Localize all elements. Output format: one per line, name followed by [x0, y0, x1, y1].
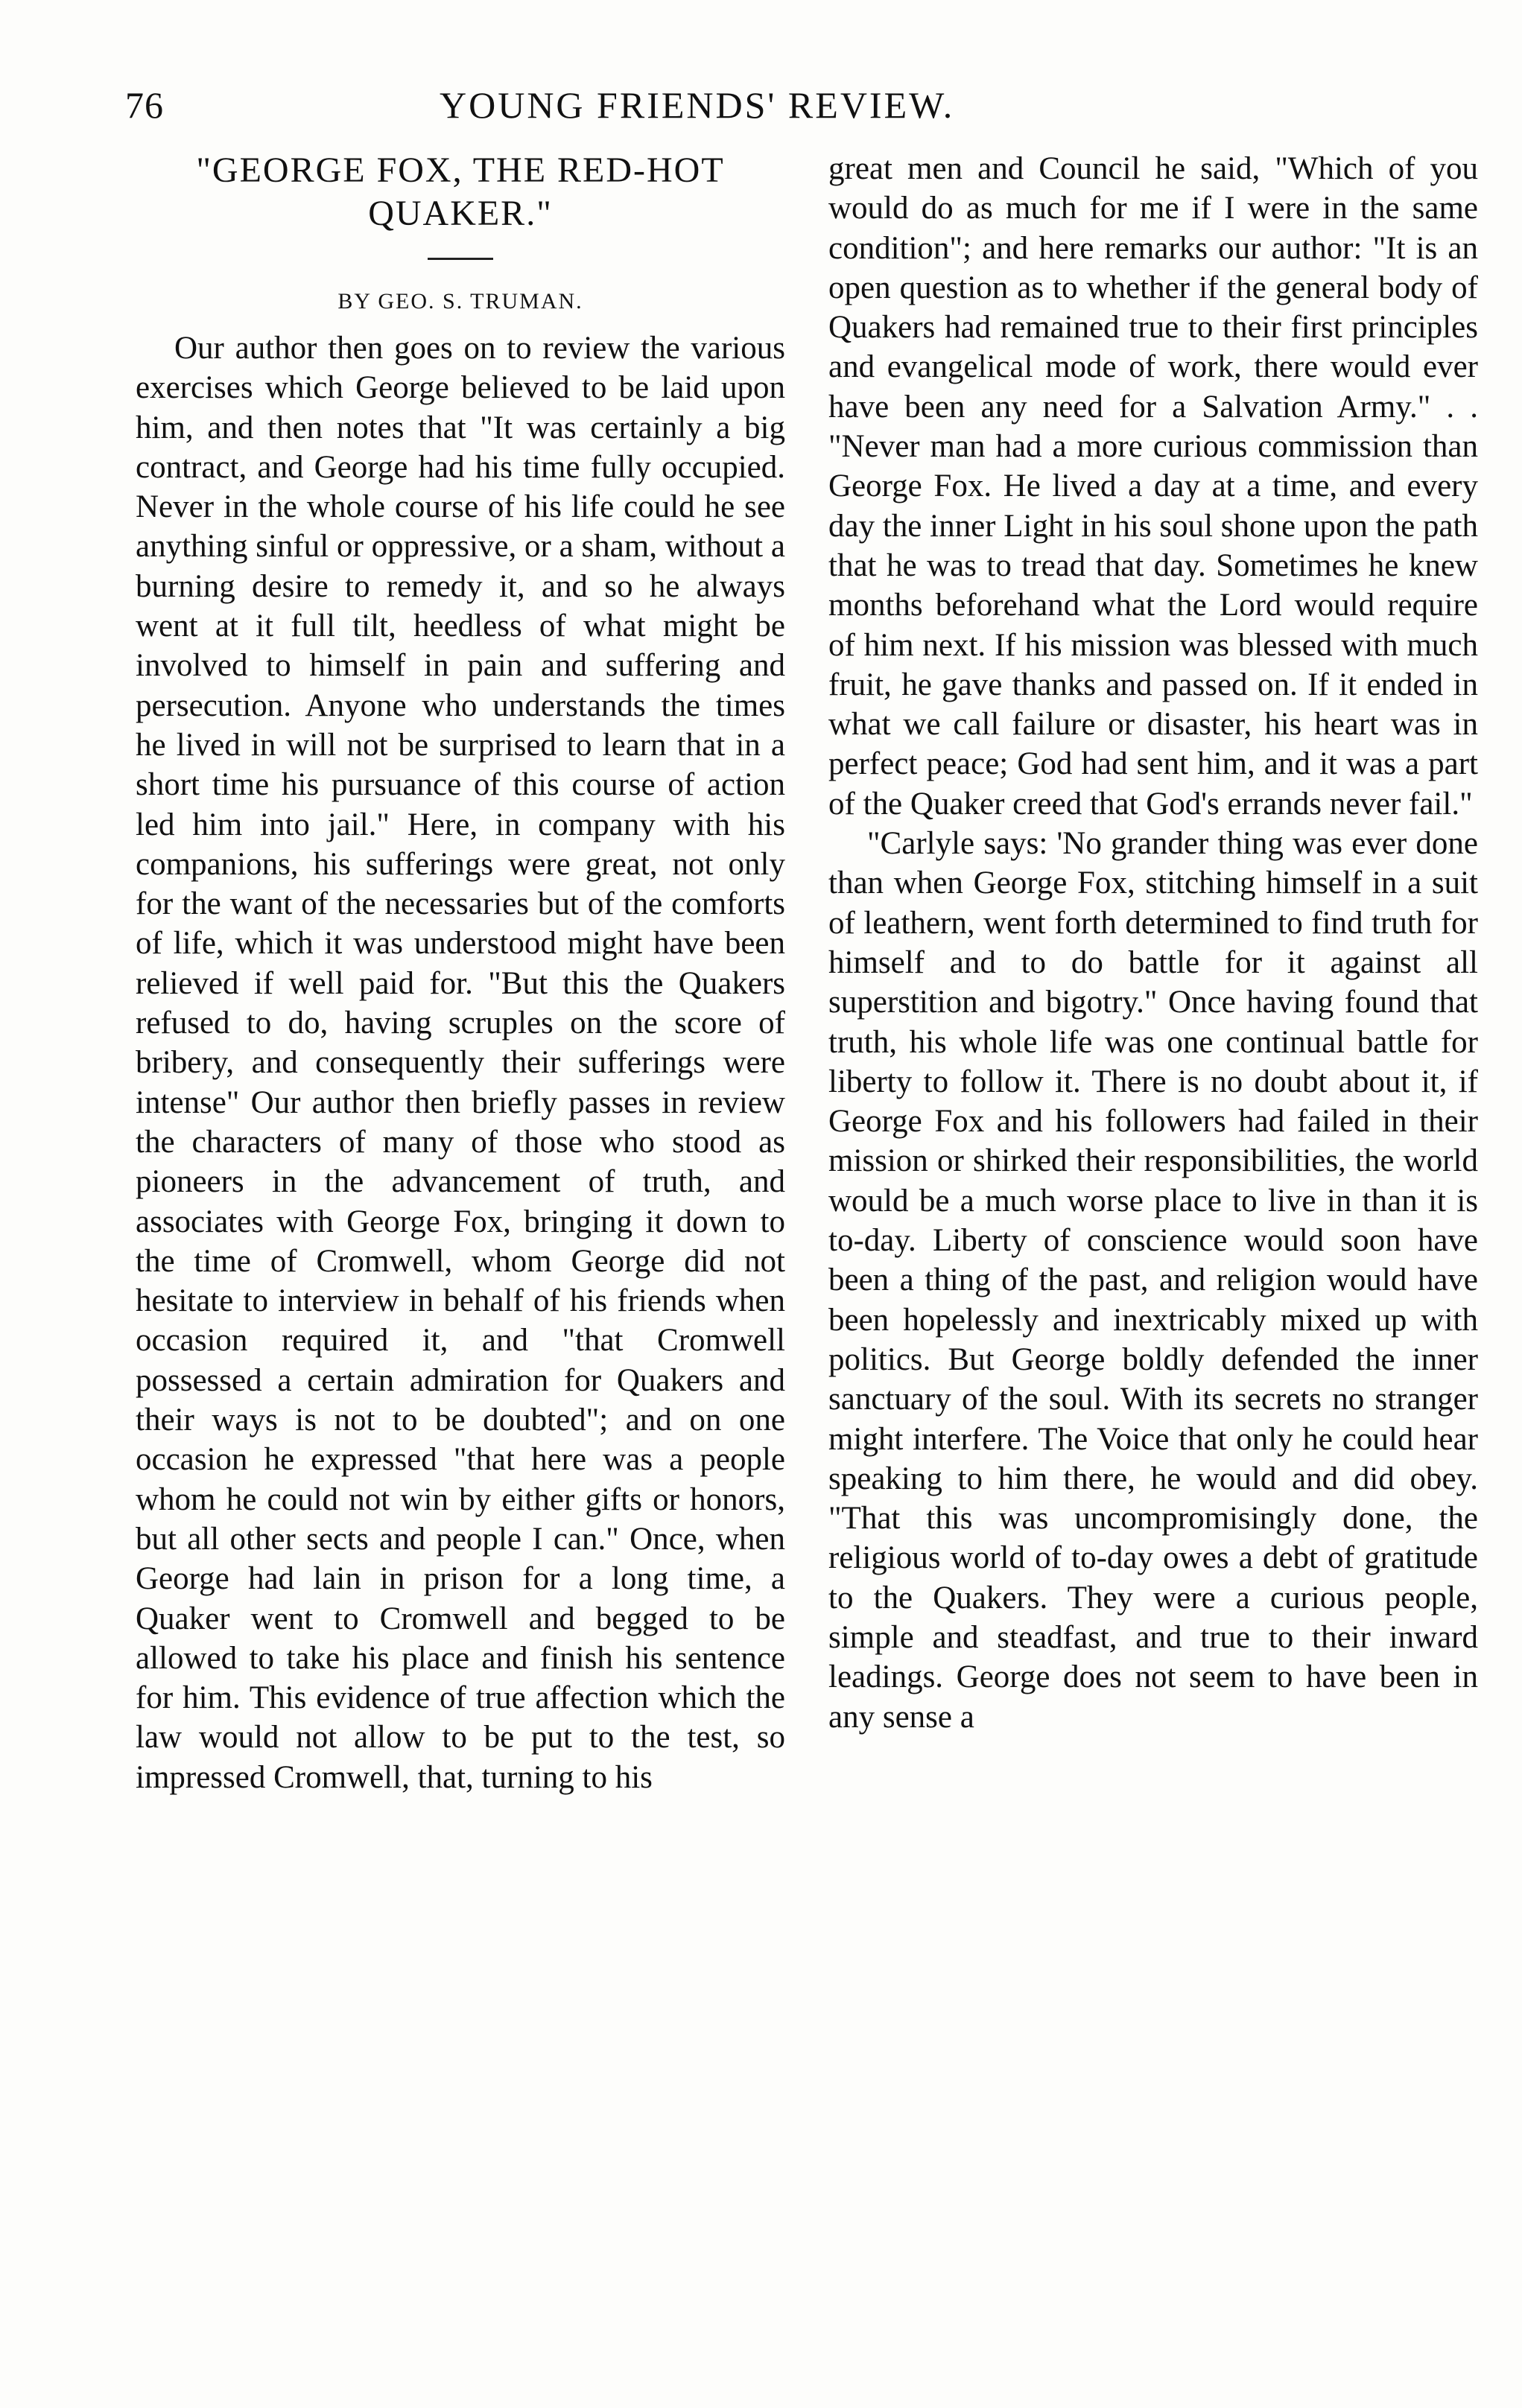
left-paragraph-1: Our author then goes on to review the various exercises which George believed to be laid upon him, and then notes that "It was certainly a big contract, and George had his time fully occupied. Never in the whole course of his life could he see anything sinful or oppressive, or a sham, without a burning desire to remedy it, and so he always went at it full tilt, heedless of what might be involved to himself in pain and suffering and persecution. Anyone who understands the times he lived in will not be surprised to learn that in a short time his pursuance of this course of action led him into jail." Here, in company with his companions, his sufferings were great, not only for the want of the necessaries but of the comforts of life, which it was understood might have been relieved if well paid for. "But this the Quakers refused to do, having scruples on the score of bribery, and consequently their sufferings were intense" Our author then briefly passes in review the characters of many of those who stood as pioneers in the advancement of truth, and associates with George Fox, bringing it down to the time of Cromwell, whom George did not hesitate to interview in behalf of his friends when occasion required it, and "that Cromwell possessed a certain admiration for Quakers and their ways is not to be doubted"; and on one occasion he expressed "that here was a people whom he could not win by either gifts or honors, but all other sects and people I can." Once, when George had lain in prison for a long time, a Quaker went to Cromwell and begged to be allowed to take his place and finish his sentence for him. This evidence of true affection which the law would not allow to be put to the test, so impressed Cromwell, that, turning to his — [136, 331, 785, 1795]
page-number: 76 — [125, 84, 164, 126]
right-paragraph-2: "Carlyle says: 'No grander thing was ever done than when George Fox, stitching himself in a suit of leathern, went forth determined to find truth for himself and to do battle for it against all superstition and bigotry." Once having found that truth, his whole life was one continual battle for liberty to follow it. There is no doubt about it, if George Fox and his followers had failed in their mission or shirked their responsibilities, the world would be a much worse place to live in than it is to-day. Liberty of conscience would soon have been a thing of the past, and religion would have been hopelessly and inextricably mixed up with politics. But George boldly defended the inner sanctuary of the soul. With its secrets no stranger might interfere. The Voice that only he could hear speaking to him there, he would and did obey. "That this was uncompromisingly done, the religious world of to-day owes a debt of gratitude to the Quakers. They were a curious people, simple and steadfast, and true to their inward leadings. George does not seem to have been in any sense a — [828, 826, 1478, 1735]
article-title: "GEORGE FOX, THE RED-HOT QUAKER." — [196, 150, 725, 233]
byline: BY GEO. S. TRUMAN. — [337, 289, 583, 314]
running-head: YOUNG FRIENDS' REVIEW. — [440, 84, 955, 126]
left-column — [136, 149, 785, 1797]
right-paragraph-1: great men and Council he said, "Which of you would do as much for me if I were in the same condition"; and here remarks our author: "It is an open question as to whether if the general body of Quakers had remained true to their first principles and evangelical mode of work, there would ever have been any need for a Salvation Army." . . "Never man had a more curious commission than George Fox. He lived a day at a time, and every day the inner Light in his soul shone upon the path that he was to tread that day. Sometimes he knew months beforehand what the Lord would require of him next. If his mission was blessed with much fruit, he gave thanks and passed on. If it ended in what we call failure or disaster, his heart was in perfect peace; God had sent him, and it was a part of the Quaker creed that God's errands never fail." — [828, 151, 1478, 822]
right-column — [828, 149, 1478, 1737]
title-divider — [428, 258, 493, 260]
